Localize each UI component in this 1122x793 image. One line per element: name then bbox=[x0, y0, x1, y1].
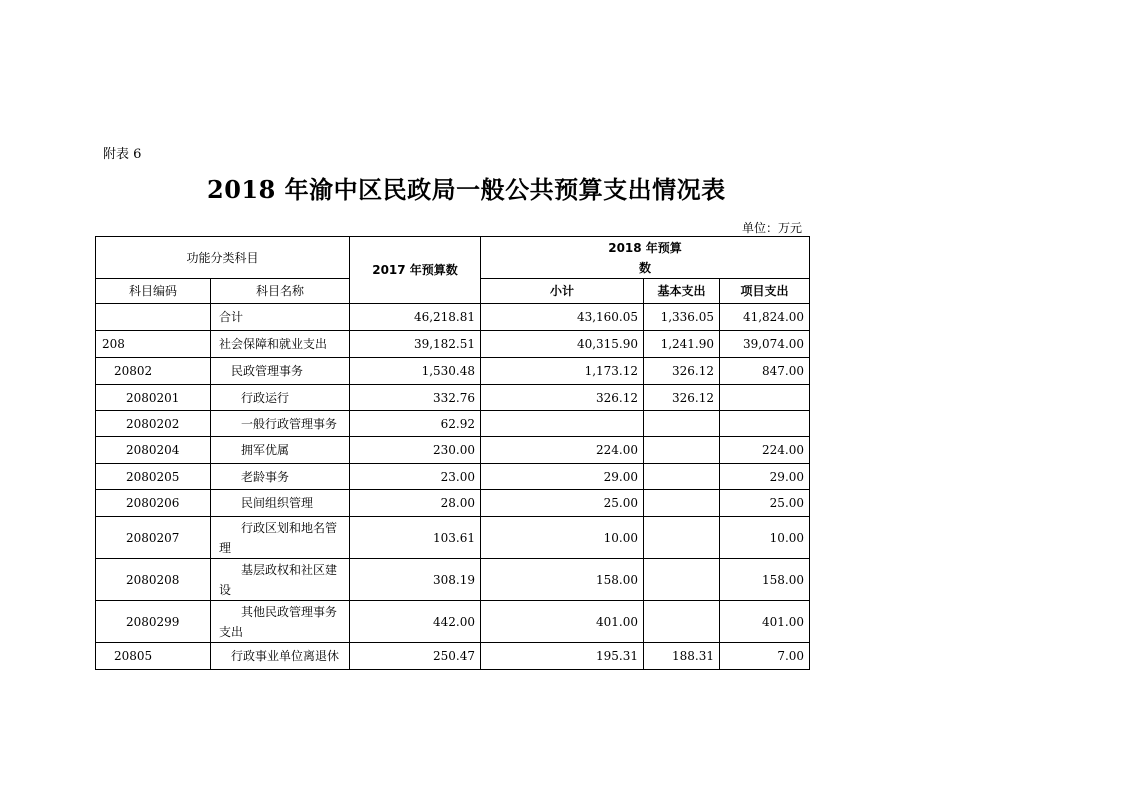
row-budget-2017: 308.19 bbox=[350, 559, 481, 601]
row-name: 社会保障和就业支出 bbox=[211, 331, 350, 358]
row-subtotal: 43,160.05 bbox=[481, 304, 644, 331]
row-basic: 188.31 bbox=[644, 643, 720, 670]
row-budget-2017: 62.92 bbox=[350, 411, 481, 437]
table-row bbox=[96, 643, 810, 670]
table-row bbox=[96, 464, 810, 490]
row-code: 2080205 bbox=[96, 464, 211, 490]
row-budget-2017: 39,182.51 bbox=[350, 331, 481, 358]
row-project: 847.00 bbox=[720, 358, 810, 385]
row-name: 民政管理事务 bbox=[211, 358, 350, 385]
row-budget-2017: 28.00 bbox=[350, 490, 481, 517]
row-name: 基层政权和社区建设 bbox=[211, 559, 350, 601]
row-code: 2080208 bbox=[96, 559, 211, 601]
row-budget-2017: 46,218.81 bbox=[350, 304, 481, 331]
row-code: 2080201 bbox=[96, 385, 211, 411]
row-basic bbox=[644, 490, 720, 517]
row-project: 25.00 bbox=[720, 490, 810, 517]
row-budget-2017: 250.47 bbox=[350, 643, 481, 670]
row-project: 7.00 bbox=[720, 643, 810, 670]
row-name: 民间组织管理 bbox=[211, 490, 350, 517]
row-code: 2080204 bbox=[96, 437, 211, 464]
row-basic bbox=[644, 559, 720, 601]
row-code: 2080207 bbox=[96, 517, 211, 559]
row-subtotal: 195.31 bbox=[481, 643, 644, 670]
row-basic bbox=[644, 464, 720, 490]
row-basic: 326.12 bbox=[644, 358, 720, 385]
row-budget-2017: 1,530.48 bbox=[350, 358, 481, 385]
row-budget-2017: 442.00 bbox=[350, 601, 481, 643]
table-row bbox=[96, 358, 810, 385]
table-row bbox=[96, 385, 810, 411]
row-name: 一般行政管理事务 bbox=[211, 411, 350, 437]
row-basic bbox=[644, 437, 720, 464]
header-subtotal: 小计 bbox=[481, 279, 644, 304]
row-code: 20802 bbox=[96, 358, 211, 385]
header-budget-2017: 2017 年预算数 bbox=[350, 237, 481, 304]
row-subtotal: 224.00 bbox=[481, 437, 644, 464]
row-subtotal: 29.00 bbox=[481, 464, 644, 490]
table-row bbox=[96, 559, 810, 601]
row-name: 行政区划和地名管理 bbox=[211, 517, 350, 559]
table-header-row-1 bbox=[96, 237, 810, 279]
row-project: 401.00 bbox=[720, 601, 810, 643]
header-subject-code: 科目编码 bbox=[96, 279, 211, 304]
row-project: 39,074.00 bbox=[720, 331, 810, 358]
header-budget-2018-line2: 数 bbox=[639, 260, 652, 275]
table-row bbox=[96, 304, 810, 331]
row-project: 10.00 bbox=[720, 517, 810, 559]
row-code: 20805 bbox=[96, 643, 211, 670]
row-budget-2017: 230.00 bbox=[350, 437, 481, 464]
row-project bbox=[720, 385, 810, 411]
row-name: 行政运行 bbox=[211, 385, 350, 411]
header-budget-2018 bbox=[481, 237, 810, 279]
row-basic bbox=[644, 601, 720, 643]
row-code: 2080202 bbox=[96, 411, 211, 437]
row-subtotal: 1,173.12 bbox=[481, 358, 644, 385]
row-name: 其他民政管理事务支出 bbox=[211, 601, 350, 643]
row-project: 224.00 bbox=[720, 437, 810, 464]
table-row bbox=[96, 490, 810, 517]
document-title: 2018 年渝中区民政局一般公共预算支出情况表 bbox=[207, 175, 726, 204]
row-name: 行政事业单位离退休 bbox=[211, 643, 350, 670]
row-basic bbox=[644, 411, 720, 437]
row-code: 208 bbox=[96, 331, 211, 358]
row-subtotal: 40,315.90 bbox=[481, 331, 644, 358]
attachment-label: 附表 6 bbox=[103, 147, 142, 162]
row-name: 合计 bbox=[211, 304, 350, 331]
header-subject-name: 科目名称 bbox=[211, 279, 350, 304]
row-basic bbox=[644, 517, 720, 559]
row-project: 29.00 bbox=[720, 464, 810, 490]
row-budget-2017: 23.00 bbox=[350, 464, 481, 490]
row-subtotal: 10.00 bbox=[481, 517, 644, 559]
row-subtotal: 158.00 bbox=[481, 559, 644, 601]
unit-label: 单位：万元 bbox=[742, 221, 803, 235]
row-name: 拥军优属 bbox=[211, 437, 350, 464]
header-functional-classification: 功能分类科目 bbox=[96, 237, 350, 279]
row-basic: 1,241.90 bbox=[644, 331, 720, 358]
row-basic: 1,336.05 bbox=[644, 304, 720, 331]
table-row bbox=[96, 411, 810, 437]
row-project bbox=[720, 411, 810, 437]
row-basic: 326.12 bbox=[644, 385, 720, 411]
table-row bbox=[96, 601, 810, 643]
row-code bbox=[96, 304, 211, 331]
row-subtotal: 25.00 bbox=[481, 490, 644, 517]
row-subtotal: 401.00 bbox=[481, 601, 644, 643]
row-code: 2080299 bbox=[96, 601, 211, 643]
row-budget-2017: 103.61 bbox=[350, 517, 481, 559]
row-code: 2080206 bbox=[96, 490, 211, 517]
header-basic-expense: 基本支出 bbox=[644, 279, 720, 304]
table-row bbox=[96, 517, 810, 559]
row-project: 158.00 bbox=[720, 559, 810, 601]
row-subtotal bbox=[481, 411, 644, 437]
header-budget-2018-line1: 2018 年预算 bbox=[608, 240, 682, 255]
header-project-expense: 项目支出 bbox=[720, 279, 810, 304]
row-project: 41,824.00 bbox=[720, 304, 810, 331]
row-name: 老龄事务 bbox=[211, 464, 350, 490]
table-row bbox=[96, 331, 810, 358]
budget-table bbox=[95, 236, 810, 670]
table-row bbox=[96, 437, 810, 464]
row-budget-2017: 332.76 bbox=[350, 385, 481, 411]
row-subtotal: 326.12 bbox=[481, 385, 644, 411]
